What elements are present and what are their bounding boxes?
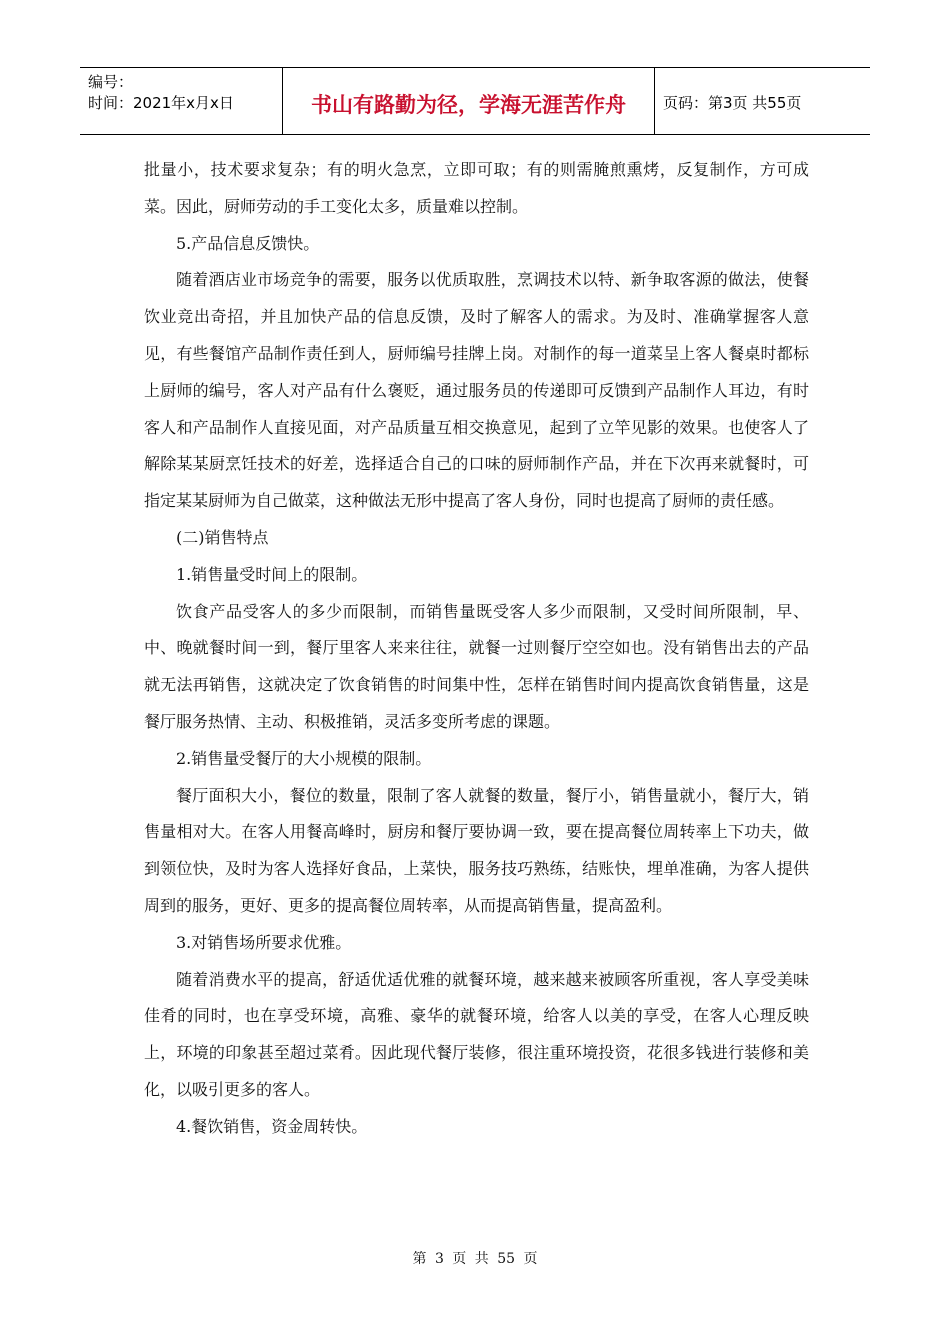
section-heading: (二)销售特点 xyxy=(176,527,269,547)
section-heading: 2.销售量受餐厅的大小规模的限制。 xyxy=(176,748,432,768)
header-page-info: 页码：第3页 共55页 xyxy=(663,93,802,112)
document-time-label: 时间：2021年x月x日 xyxy=(88,94,234,112)
header-meta xyxy=(80,68,283,134)
section-heading: 3.对销售场所要求优雅。 xyxy=(176,932,352,952)
document-number-label: 编号： xyxy=(88,73,134,91)
section-heading: 4.餐饮销售，资金周转快。 xyxy=(176,1116,368,1136)
page-header xyxy=(80,67,870,135)
paragraph: 饮食产品受客人的多少而限制，而销售量既受客人多少而限制，又受时间所限制，早、中、晚就餐时间一到，餐厅里客人来来往往，就餐一过则餐厅空空如也。没有销售出去的产品就无法再销售，这就决定了饮食销售的时间集中性，怎样在销售时间内提高饮食销售量，这是餐厅服务热情、主动、积极推销，灵活多变所考虑的课题。 xyxy=(144,601,809,731)
paragraph: 餐厅面积大小，餐位的数量，限制了客人就餐的数量，餐厅小，销售量就小，餐厅大，销售量相对大。在客人用餐高峰时，厨房和餐厅要协调一致，要在提高餐位周转率上下功夫，做到领位快，及时为客人选择好食品，上菜快，服务技巧熟练，结账快，埋单准确，为客人提供周到的服务，更好、更多的提高餐位周转率，从而提高销售量，提高盈利。 xyxy=(144,785,809,915)
paragraph: 批量小，技术要求复杂；有的明火急烹，立即可取；有的则需腌煎熏烤，反复制作，方可成菜。因此，厨师劳动的手工变化太多，质量难以控制。 xyxy=(144,160,809,216)
section-heading: 1.销售量受时间上的限制。 xyxy=(176,564,368,584)
header-motto: 书山有路勤为径，学海无涯苦作舟 xyxy=(283,68,655,134)
paragraph: 随着消费水平的提高，舒适优适优雅的就餐环境，越来越来被顾客所重视，客人享受美味佳肴的同时，也在享受环境，高雅、豪华的就餐环境，给客人以美的享受，在客人心理反映上，环境的印象甚至超过菜肴。因此现代餐厅装修，很注重环境投资，花很多钱进行装修和美化，以吸引更多的客人。 xyxy=(144,969,809,1099)
document-body xyxy=(144,152,809,1146)
paragraph: 随着酒店业市场竞争的需要，服务以优质取胜，烹调技术以特、新争取客源的做法，使餐饮业竞出奇招，并且加快产品的信息反馈，及时了解客人的需求。为及时、准确掌握客人意见，有些餐馆产品制作责任到人，厨师编号挂牌上岗。对制作的每一道菜呈上客人餐桌时都标上厨师的编号，客人对产品有什么褒贬，通过服务员的传递即可反馈到产品制作人耳边，有时客人和产品制作人直接见面，对产品质量互相交换意见，起到了立竿见影的效果。也使客人了解除某某厨烹饪技术的好差，选择适合自己的口味的厨师制作产品，并在下次再来就餐时，可指定某某厨师为自己做菜，这种做法无形中提高了客人身份，同时也提高了厨师的责任感。 xyxy=(144,270,809,511)
section-heading: 5.产品信息反馈快。 xyxy=(176,233,320,253)
page-footer: 第 3 页 共 55 页 xyxy=(412,1251,538,1267)
